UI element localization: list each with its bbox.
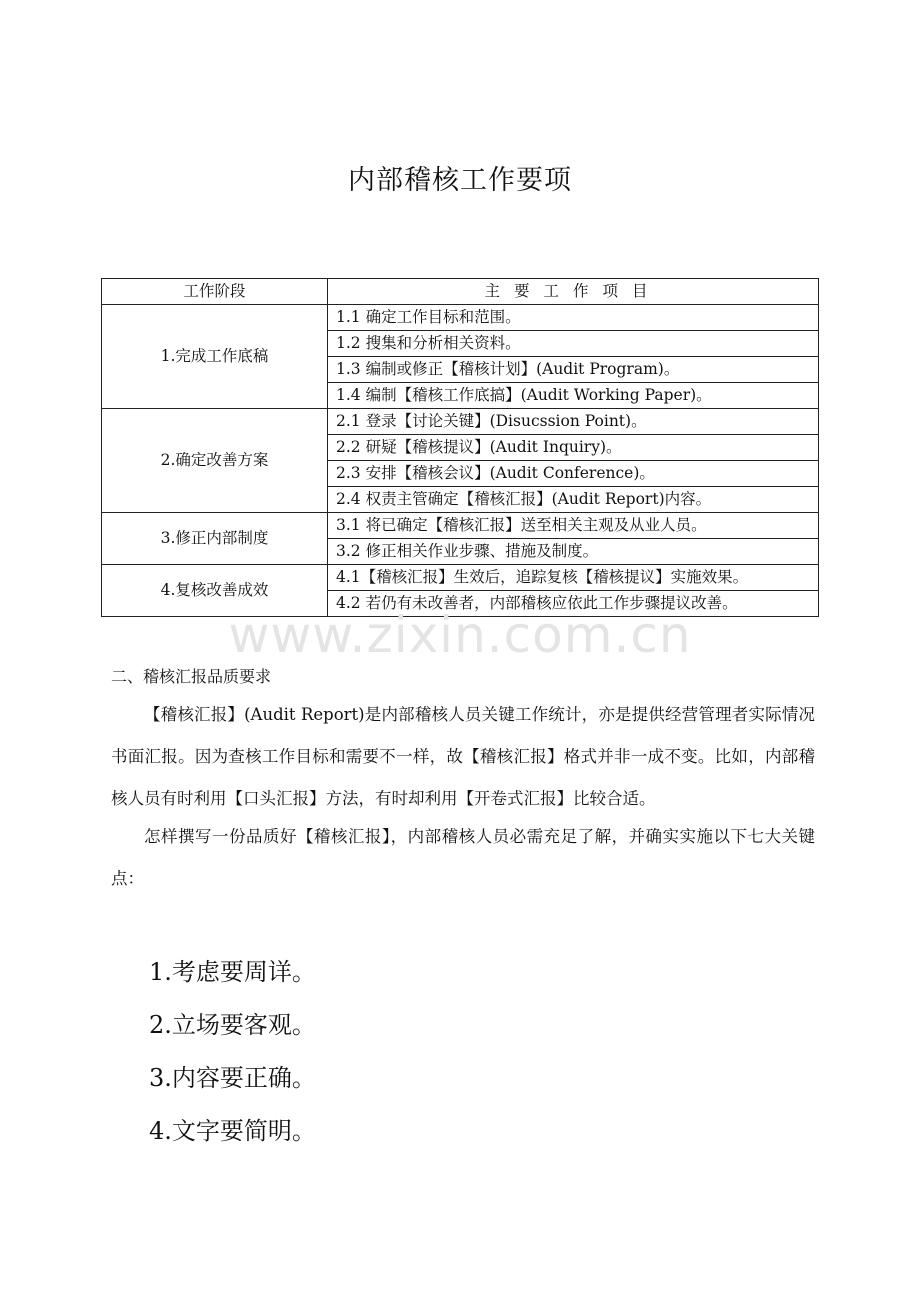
item-cell: 1.3 编制或修正【稽核计划】(Audit Program)。 — [328, 357, 819, 383]
section-heading: 二、稽核汇报品质要求 — [111, 667, 272, 686]
item-cell: 4.1【稽核汇报】生效后，追踪复核【稽核提议】实施效果。 — [328, 565, 819, 591]
stage-cell: 1.完成工作底稿 — [102, 305, 328, 409]
table-row — [102, 513, 819, 539]
item-cell: 4.2 若仍有未改善者，内部稽核应依此工作步骤提议改善。 — [328, 591, 819, 617]
key-point: 3.内容要正确。 — [149, 1064, 316, 1092]
header-stage: 工作阶段 — [102, 279, 328, 305]
item-cell: 1.1 确定工作目标和范围。 — [328, 305, 819, 331]
paragraph: 【稽核汇报】(Audit Report)是内部稽核人员关键工作统计，亦是提供经营管理者实际情况书面汇报。因为查核工作目标和需要不一样，故【稽核汇报】格式并非一成不变。比如，内部稽核人员有时利用【口头汇报】方法，有时却利用【开卷式汇报】比较合适。 — [111, 705, 815, 808]
item-cell: 3.2 修正相关作业步骤、措施及制度。 — [328, 539, 819, 565]
table-row — [102, 565, 819, 591]
key-point: 4.文字要简明。 — [149, 1117, 316, 1145]
audit-work-table — [101, 278, 819, 617]
table-row — [102, 409, 819, 435]
key-point: 1.考虑要周详。 — [149, 958, 316, 986]
table-row — [102, 305, 819, 331]
item-cell: 3.1 将已确定【稽核汇报】送至相关主观及从业人员。 — [328, 513, 819, 539]
stage-cell: 4.复核改善成效 — [102, 565, 328, 617]
item-cell: 2.1 登录【讨论关键】(Disucssion Point)。 — [328, 409, 819, 435]
page-title: 内部稽核工作要项 — [348, 165, 572, 196]
item-cell: 2.4 权责主管确定【稽核汇报】(Audit Report)内容。 — [328, 487, 819, 513]
paragraph: 怎样撰写一份品质好【稽核汇报】，内部稽核人员必需充足了解，并确实实施以下七大关键点： — [111, 827, 815, 888]
item-cell: 2.2 研疑【稽核提议】(Audit Inquiry)。 — [328, 435, 819, 461]
key-point: 2.立场要客观。 — [149, 1011, 316, 1039]
stage-cell: 2.确定改善方案 — [102, 409, 328, 513]
watermark: www.zixin.com.cn — [228, 606, 692, 664]
header-items: 主要工作项目 — [328, 279, 819, 305]
item-cell: 1.4 编制【稽核工作底搞】(Audit Working Paper)。 — [328, 383, 819, 409]
item-cell: 1.2 搜集和分析相关资料。 — [328, 331, 819, 357]
table-header-row — [102, 279, 819, 305]
stage-cell: 3.修正内部制度 — [102, 513, 328, 565]
item-cell: 2.3 安排【稽核会议】(Audit Conference)。 — [328, 461, 819, 487]
